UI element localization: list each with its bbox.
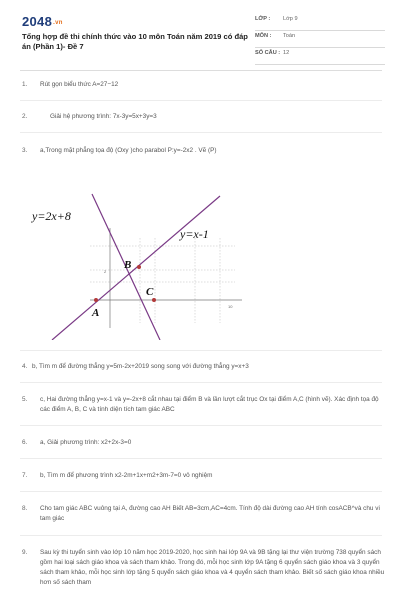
- meta-key: SỐ CÂU :: [255, 50, 281, 56]
- line-intersection-figure: [30, 188, 250, 340]
- meta-row-count: [255, 48, 385, 65]
- question-text: b, Tìm m để phương trình x2-2m+1x+m2+3m-7=0 vô nghiệm: [40, 472, 213, 479]
- logo-sub: .vn: [53, 19, 63, 26]
- header-divider: [20, 70, 382, 71]
- question-divider: [20, 350, 382, 351]
- point-c-label: C: [146, 286, 154, 298]
- question-divider: [20, 491, 382, 492]
- question-number: 8.: [22, 505, 28, 512]
- question-text: a,Trong mặt phẳng tọa độ (Oxy )cho parabol P:y=-2x2 . Vẽ (P): [40, 147, 217, 154]
- question-divider: [20, 382, 382, 383]
- site-logo[interactable]: [22, 14, 63, 29]
- y-tick-label: 2: [104, 269, 107, 274]
- point-c-marker: [152, 298, 156, 302]
- line1-label: y=2x+8: [32, 209, 71, 223]
- question-text: Rút gọn biểu thức A=27−12: [40, 81, 119, 88]
- document-header: [0, 0, 400, 64]
- exam-meta-table: [255, 14, 385, 65]
- question-text: Cho tam giác ABC vuông tại A, đường cao AH Biết AB=3cm,AC=4cm. Tính độ dài đường cao AH tính cosACB^và chu vi tam giác: [40, 505, 380, 522]
- question-number: 5.: [22, 396, 28, 403]
- meta-row-subject: [255, 31, 385, 48]
- meta-row-grade: [255, 14, 385, 31]
- line2-label: y=x-1: [180, 227, 209, 241]
- exam-title: Tổng hợp đề thi chính thức vào 10 môn Toán năm 2019 có đáp án (Phần 1)- Đề 7: [22, 32, 248, 51]
- meta-key: LỚP :: [255, 16, 271, 22]
- figure-svg: [30, 188, 250, 340]
- question-divider: [20, 535, 382, 536]
- question-number: 9.: [22, 549, 28, 556]
- question-number: 7.: [22, 472, 28, 479]
- question-divider: [20, 458, 382, 459]
- figure-grid: [90, 238, 235, 323]
- question-number: 6.: [22, 439, 28, 446]
- question-text: a, Giải phương trình: x2+2x-3=0: [40, 439, 132, 446]
- question-divider: [20, 425, 382, 426]
- logo-main: 2048: [22, 14, 53, 29]
- question-divider: [20, 100, 382, 101]
- question-number: 4.: [22, 363, 28, 370]
- question-text: c, Hai đường thẳng y=x-1 và y=-2x+8 cắt nhau tại điểm B và lần lượt cắt trục Ox tại điểm A,C (hình vẽ). Xác định tọa độ các điểm A, B, C và tính diện tích tam giác ABC: [40, 396, 379, 413]
- point-a-marker: [94, 298, 98, 302]
- question-number: 1.: [22, 81, 28, 88]
- point-a-label: A: [92, 307, 100, 319]
- question-divider: [20, 132, 382, 133]
- question-number: 2.: [22, 113, 28, 120]
- question-text: Giải hệ phương trình: 7x-3y=5x+3y=3: [50, 113, 157, 120]
- question-text: Sau kỳ thi tuyển sinh vào lớp 10 năm học 2019-2020, học sinh hai lớp 9A và 9B tặng lại thư viện trường 738 quyển sách gồm hai loại sách giáo khoa và sách tham khảo. Trong đó, mỗi học sinh lớp 9A tặng 6 quyển sách giáo khoa và 3 quyển sách tham khảo, mỗi học sinh lớp tặng 5 quyển sách giáo khoa và 4 quyển sách tham khảo. Biết số sách giáo khoa nhiều hơn số sách tham: [40, 549, 385, 586]
- point-b-label: B: [124, 259, 132, 271]
- x-tick-label: 10: [228, 304, 233, 309]
- meta-value: Toán: [283, 33, 296, 39]
- meta-key: MÔN :: [255, 33, 272, 39]
- question-text: b, Tìm m để đường thẳng y=5m-2x+2019 song song với đường thẳng y=x+3: [32, 363, 249, 370]
- meta-value: Lớp 9: [283, 16, 298, 22]
- point-b-marker: [137, 265, 141, 269]
- question-number: 3.: [22, 147, 28, 154]
- meta-value: 12: [283, 50, 290, 56]
